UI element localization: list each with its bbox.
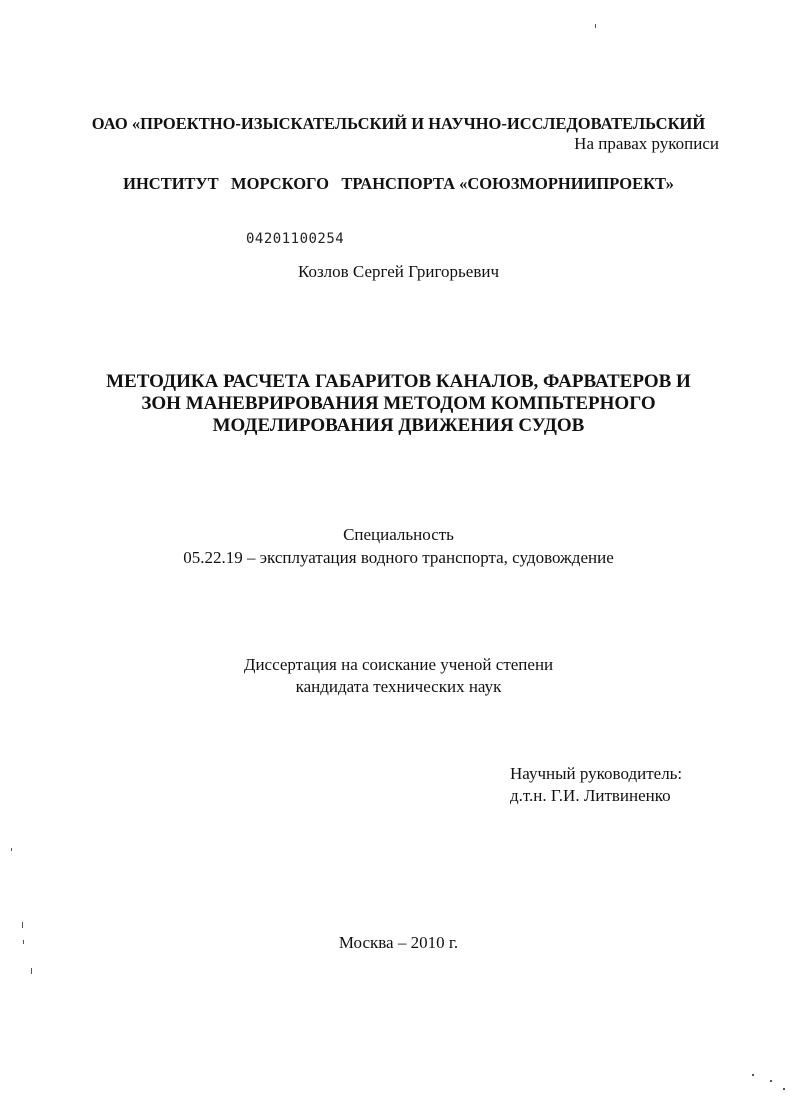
author-name: Козлов Сергей Григорьевич (297, 262, 500, 281)
specialty-value: 05.22.19 – эксплуатация водного транспорта, судовождение (183, 548, 614, 567)
scan-speck (752, 1074, 754, 1076)
scan-speck (23, 940, 24, 944)
supervisor-label: Научный руководитель: (510, 764, 683, 783)
degree-line-1: Диссертация на соискание ученой степени (243, 655, 554, 674)
title-line-1: МЕТОДИКА РАСЧЕТА ГАБАРИТОВ КАНАЛОВ, ФАРВАТЕРОВ И (106, 371, 691, 392)
specialty-label: Специальность (343, 525, 454, 544)
supervisor-name: д.т.н. Г.И. Литвиненко (510, 786, 671, 805)
scan-speck (770, 1080, 772, 1082)
scan-speck (595, 24, 596, 28)
organization-line-2: ИНСТИТУТ МОРСКОГО ТРАНСПОРТА «СОЮЗМОРНИИПРОЕКТ» (123, 174, 674, 193)
organization-line-1: ОАО «ПРОЕКТНО-ИЗЫСКАТЕЛЬСКИЙ И НАУЧНО-ИССЛЕДОВАТЕЛЬСКИЙ (91, 114, 706, 133)
scan-speck (11, 848, 12, 851)
title-line-2: ЗОН МАНЕВРИРОВАНИЯ МЕТОДОМ КОМПЬТЕРНОГО (141, 393, 656, 414)
supervisor-block (510, 763, 682, 807)
degree-line-2: кандидата технических наук (295, 677, 502, 696)
manuscript-rights: На правах рукописи (574, 134, 719, 153)
registration-code: 04201100254 (246, 231, 345, 247)
city-year: Москва – 2010 г. (338, 933, 459, 952)
scan-speck (22, 922, 23, 928)
degree-block (0, 654, 797, 698)
scan-speck (31, 968, 32, 974)
title-line-3: МОДЕЛИРОВАНИЯ ДВИЖЕНИЯ СУДОВ (212, 415, 585, 436)
specialty-block (0, 523, 797, 569)
scan-speck (783, 1088, 785, 1090)
dissertation-title (0, 371, 797, 437)
